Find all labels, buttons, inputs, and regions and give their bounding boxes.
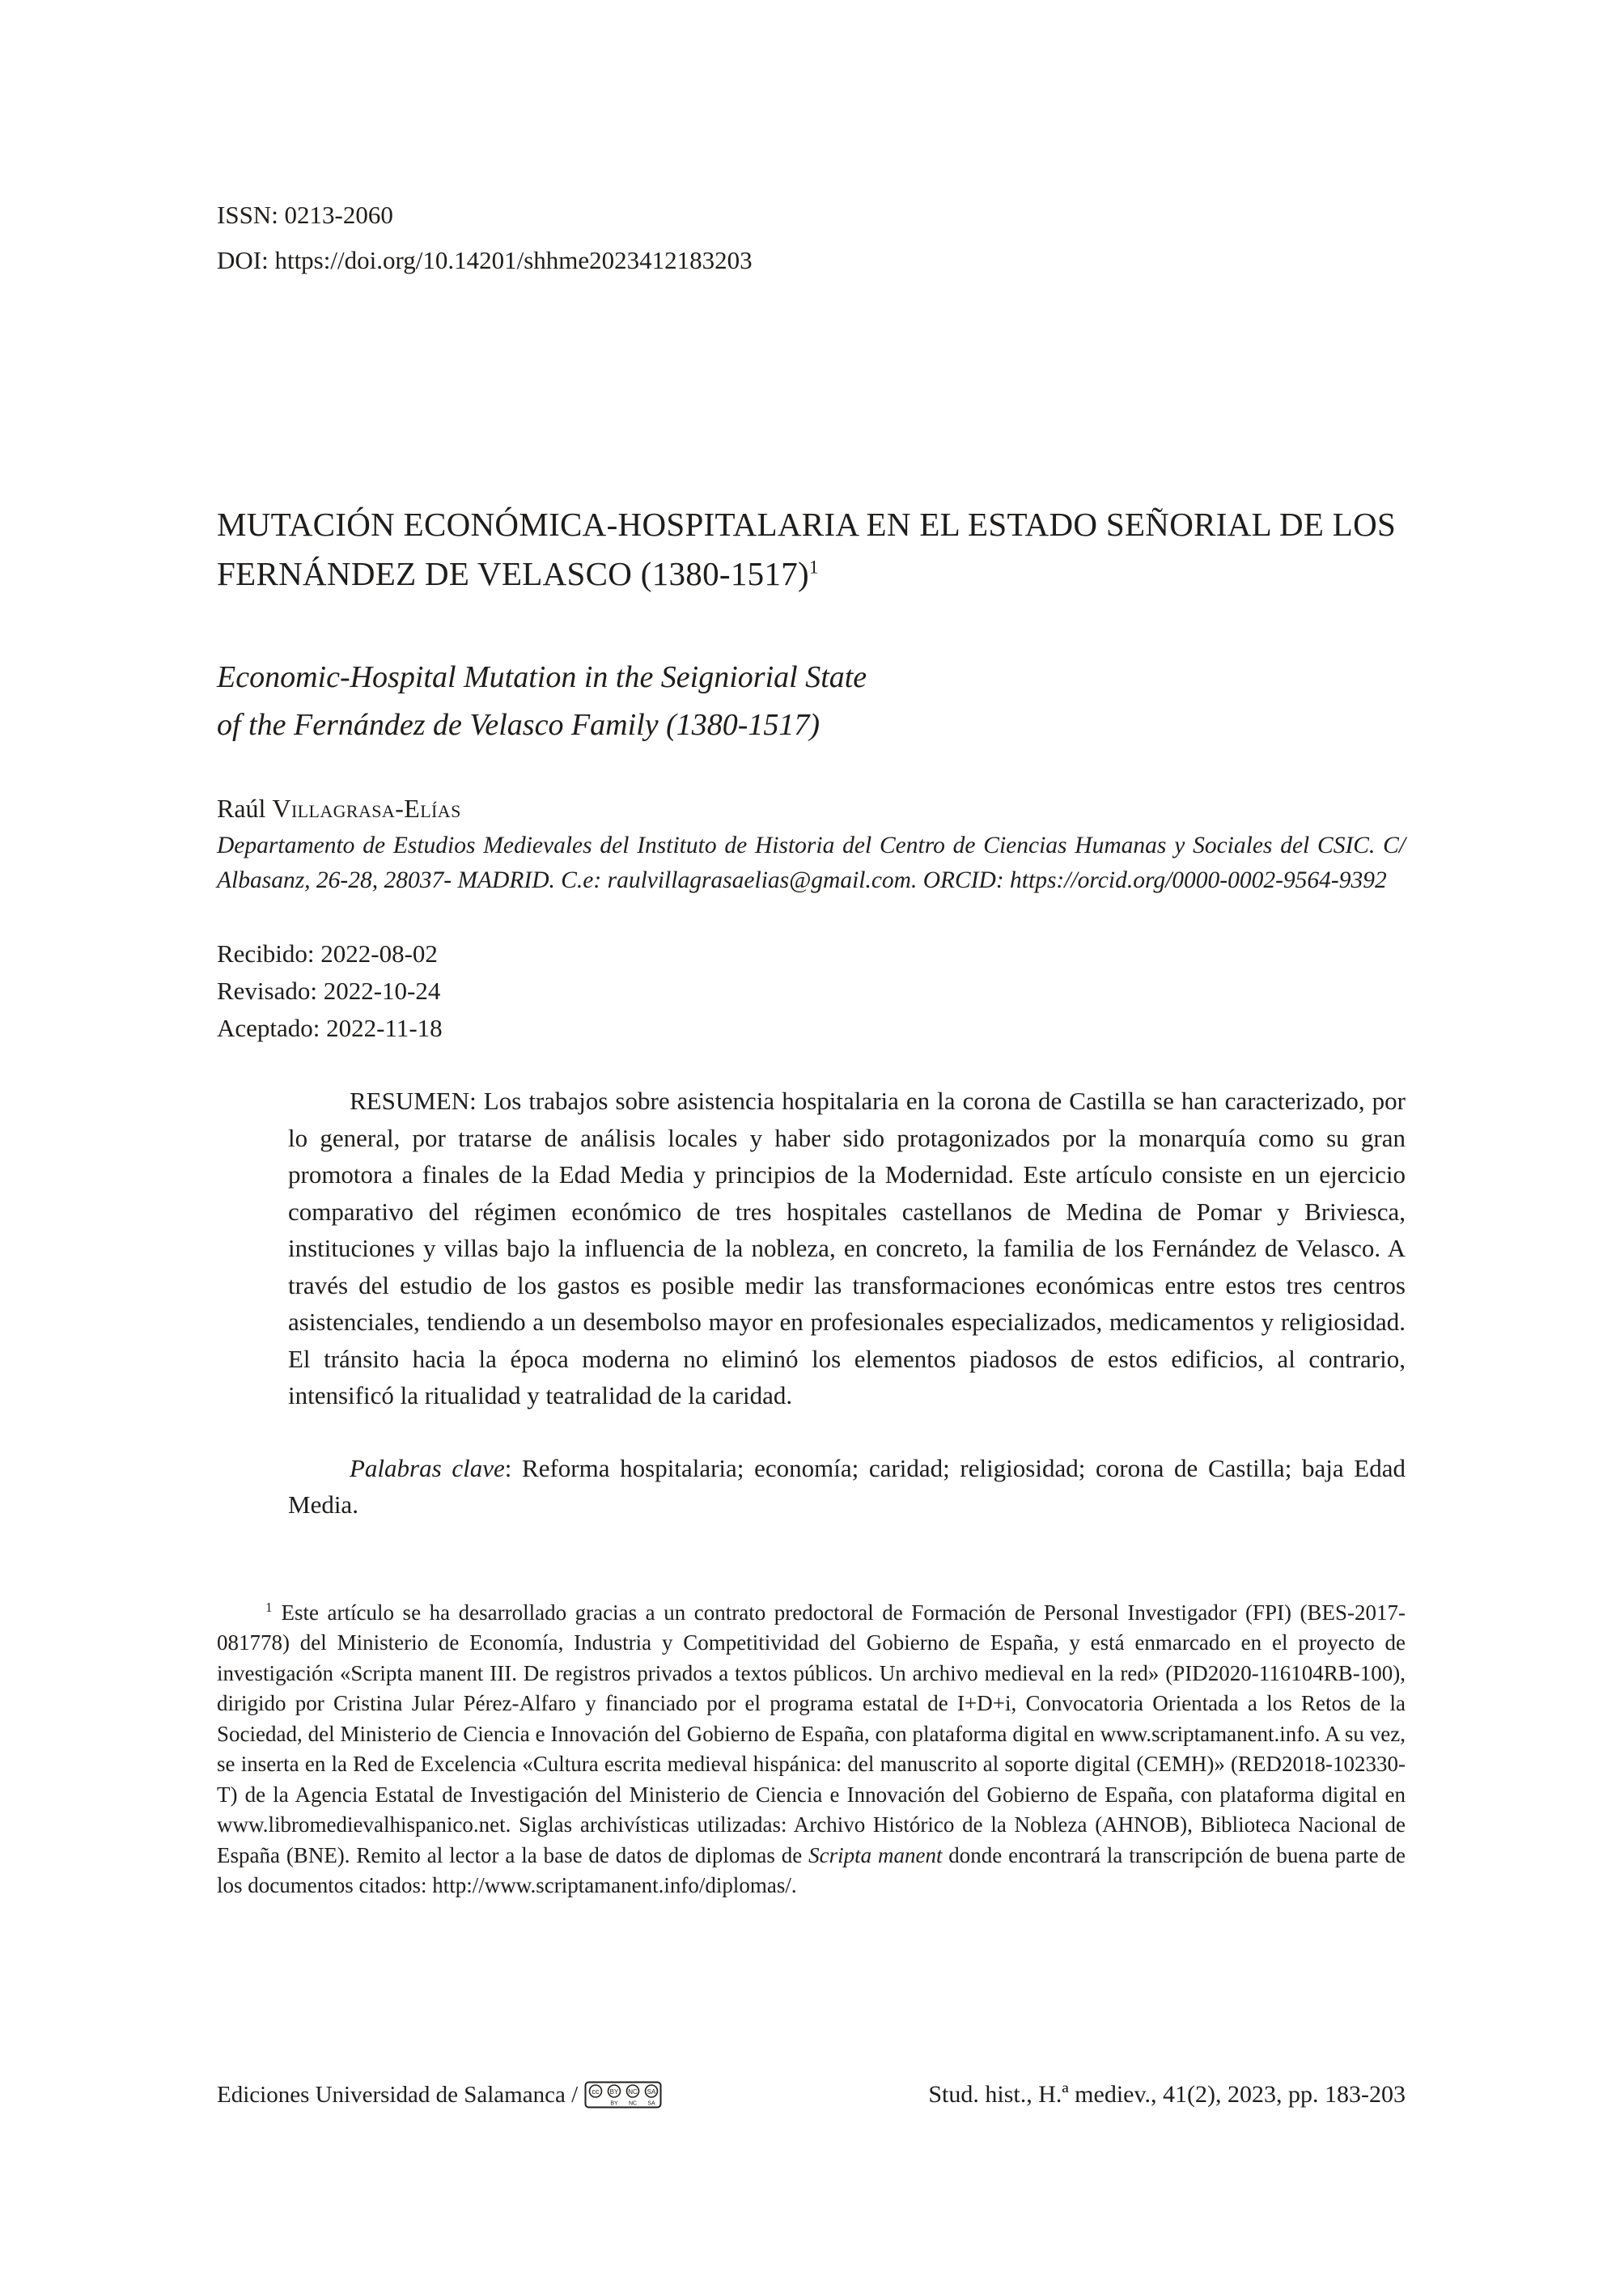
issn-line: ISSN: 0213-2060 — [217, 201, 393, 229]
english-title — [217, 654, 1406, 749]
svg-text:BY: BY — [610, 2100, 618, 2107]
footnote-text-part1: Este artículo se ha desarrollado gracias a un contrato predoctoral de Formación de Personal Investigador (FPI) (BES-2017-081778) del Ministerio de Economía, Industria y Competitividad del Gobierno de España, y está enmarcado en el proyecto de investigación «Scripta manent III. De registros privados a textos públicos. Un archivo medieval en la red» (PID2020-116104RB-100), dirigido por Cristina Jular Pérez-Alfaro y financiado por el programa estatal de I+D+i, Convocatoria Orientada a los Retos de la Sociedad, del Ministerio de Ciencia e Innovación del Gobierno de España, con plataforma digital en www.scriptamanent.info. A su vez, se inserta en la Red de Excelencia «Cultura escrita medieval hispánica: del manuscrito al soporte digital (CEMH)» (RED2018-102330-T) de la Agencia Estatal de Investigación del Ministerio de Ciencia e Innovación del Gobierno de España, con plataforma digital en www.libromedievalhispanico.net. Siglas archivísticas utilizadas: Archivo Histórico de la Nobleza (AHNOB), Biblioteca Nacional de España (BNE). Remito al lector a la base de datos de diplomas de — [217, 1600, 1406, 1867]
svg-text:NC: NC — [629, 2100, 638, 2107]
article-title — [217, 500, 1406, 599]
keywords-paragraph — [288, 1450, 1406, 1524]
svg-text:SA: SA — [647, 2100, 655, 2107]
article-title-text: MUTACIÓN ECONÓMICA-HOSPITALARIA EN EL ESTADO SEÑORIAL DE LOS FERNÁNDEZ DE VELASCO (1380-1517) — [217, 506, 1397, 592]
publisher-line — [217, 2081, 662, 2109]
footnote-paragraph — [217, 1598, 1406, 1901]
doi-line: DOI: https://doi.org/10.14201/shhme2023412183203 — [217, 246, 753, 274]
publication-meta — [217, 193, 1406, 283]
keywords-text: : Reforma hospitalaria; economía; caridad; religiosidad; corona de Castilla; baja Edad Media. — [288, 1453, 1406, 1519]
author-given-name: Raúl — [217, 794, 273, 823]
abstract-text: Los trabajos sobre asistencia hospitalaria en la corona de Castilla se han caracterizado, por lo general, por tratarse de análisis locales y haber sido protagonizados por la monarquía como su gran promotora a finales de la Edad Media y principios de la Modernidad. Este artículo consiste en un ejercicio comparativo del régimen económico de tres hospitales castellanos de Medina de Pomar y Briviesca, instituciones y villas bajo la influencia de la nobleza, en concreto, la familia de los Fernández de Velasco. A través del estudio de los gastos es posible medir las transformaciones económicas entre estos tres centros asistenciales, tendiendo a un desembolso mayor en profesionales especializados, medicamentos y religiosidad. El tránsito hacia la época moderna no eliminó los elementos piadosos de estos edificios, al contrario, intensificó la ritualidad y teatralidad de la caridad. — [288, 1087, 1406, 1409]
svg-text:NC: NC — [628, 2088, 638, 2096]
footnote-text-part2: donde encontrará la transcripción de buena parte de los documentos citados: http://www.scriptamanent.info/diplomas/. — [217, 1842, 1406, 1897]
date-revised: Revisado: 2022-10-24 — [217, 977, 441, 1005]
footnote-marker: 1 — [265, 1599, 273, 1615]
svg-text:BY: BY — [609, 2088, 619, 2096]
english-title-line1: Economic-Hospital Mutation in the Seigniorial State — [217, 660, 867, 694]
author-affiliation: Departamento de Estudios Medievales del Instituto de Historia del Centro de Ciencias Humanas y Sociales del CSIC. C/ Albasanz, 26-28, 28037- MADRID. C.e: raulvillagrasaelias@gmail.com. ORCID: https://orcid.org/0000-0002-9564-9392 — [217, 833, 1406, 893]
author-block — [217, 791, 1406, 898]
date-received: Recibido: 2022-08-02 — [217, 939, 438, 968]
english-title-line2: of the Fernández de Velasco Family (1380-1517) — [217, 708, 820, 742]
publisher-text: Ediciones Universidad de Salamanca / — [217, 2081, 579, 2108]
page-footer — [217, 2081, 1406, 2109]
abstract-label: RESUMEN: — [350, 1087, 484, 1115]
author-family-name: Villagrasa-Elías — [272, 794, 461, 823]
article-dates — [217, 935, 1406, 1047]
title-footnote-ref: 1 — [809, 557, 819, 578]
author-name — [217, 791, 1406, 825]
cc-license-icon — [584, 2081, 662, 2109]
svg-text:SA: SA — [647, 2088, 656, 2096]
footnote-text-italic: Scripta manent — [808, 1842, 943, 1867]
svg-text:cc: cc — [592, 2087, 600, 2096]
abstract-paragraph — [288, 1083, 1406, 1414]
keywords-label: Palabras clave — [350, 1453, 505, 1482]
journal-citation: Stud. hist., H.ª mediev., 41(2), 2023, pp. 183-203 — [928, 2081, 1406, 2108]
date-accepted: Aceptado: 2022-11-18 — [217, 1014, 443, 1042]
